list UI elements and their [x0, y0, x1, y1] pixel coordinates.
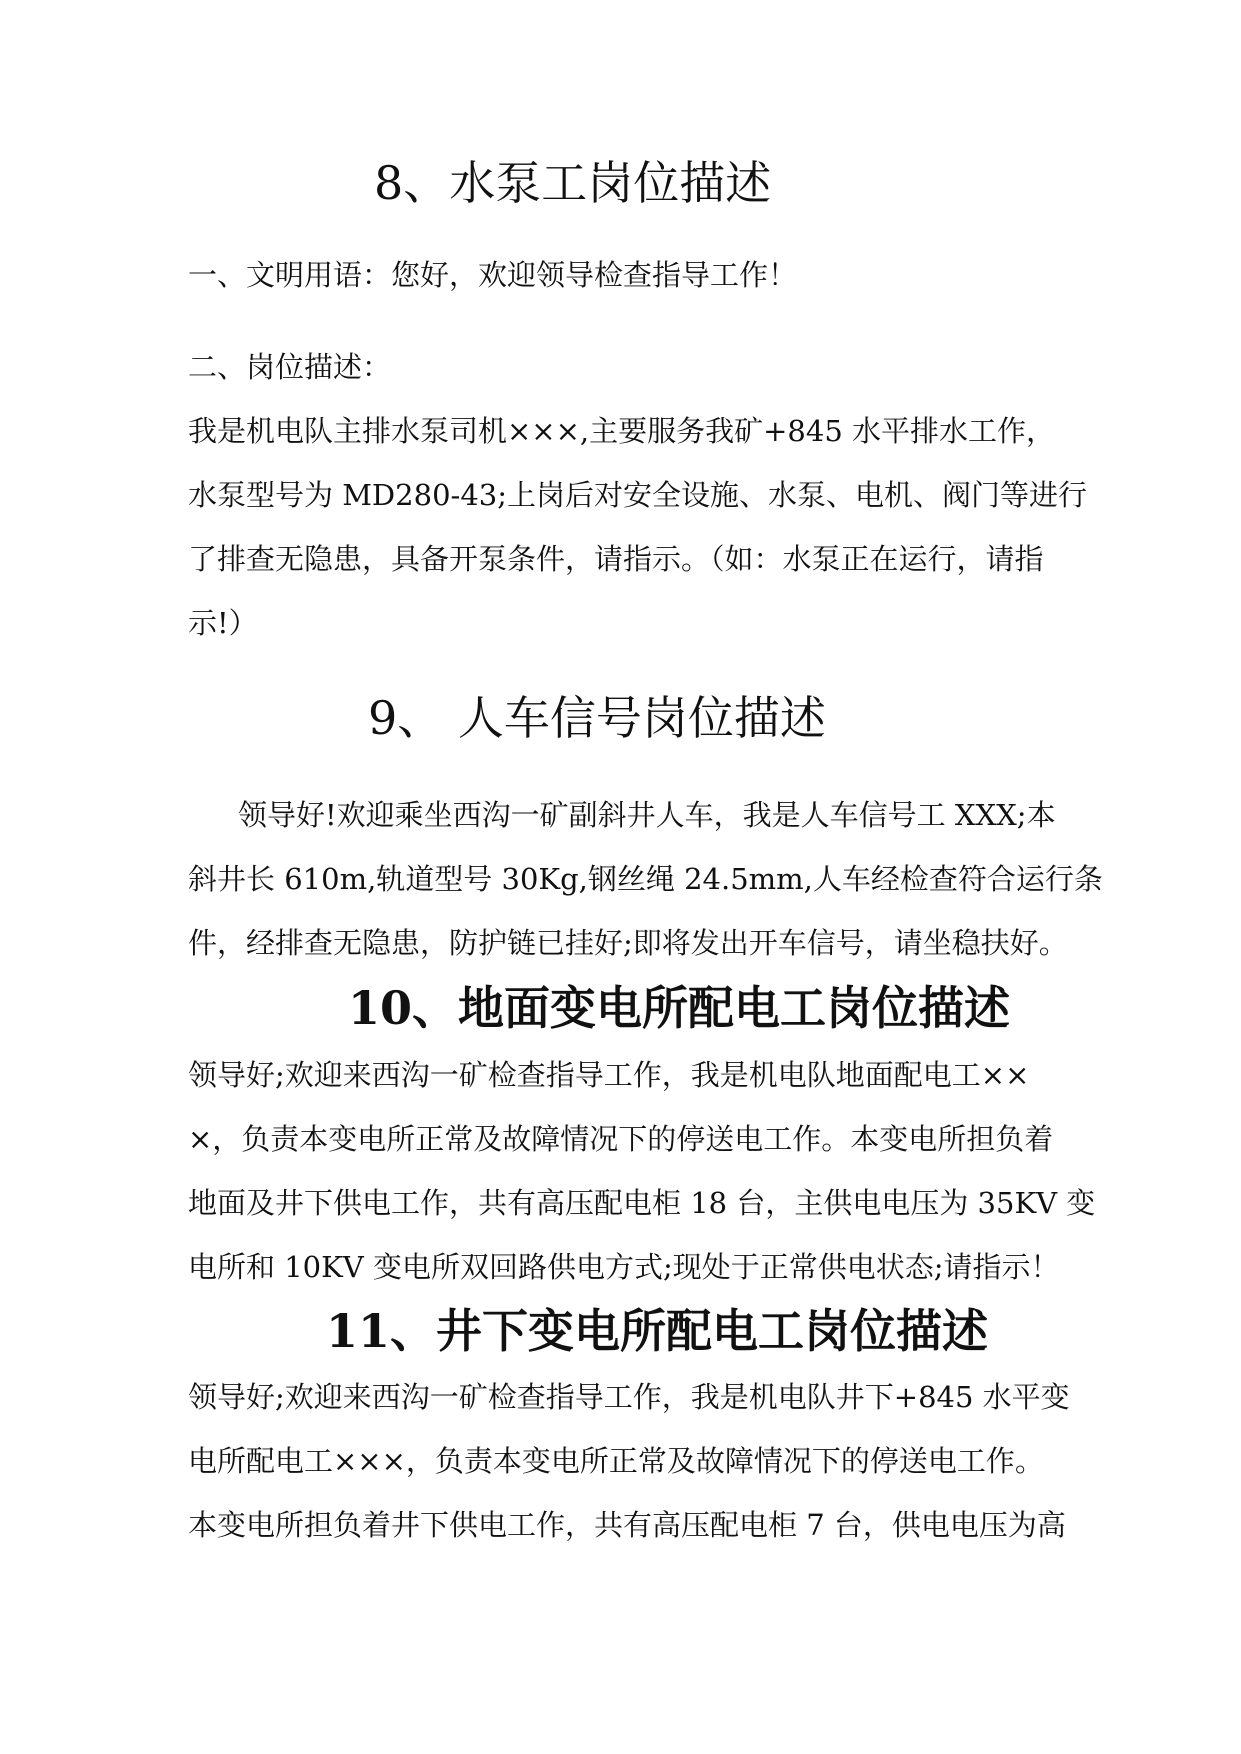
- section-11-line: 本变电所担负着井下供电工作，共有高压配电柜 7 台，供电电压为高: [188, 1508, 1066, 1542]
- section-10-line: 地面及井下供电工作，共有高压配电柜 18 台，主供电电压为 35KV 变: [188, 1186, 1096, 1220]
- section-10-line: 电所和 10KV 变电所双回路供电方式;现处于正常供电状态;请指示！: [188, 1250, 1060, 1284]
- section-10-line: 领导好;欢迎来西沟一矿检查指导工作，我是机电队地面配电工××: [188, 1058, 1030, 1092]
- section-8-line: 水泵型号为 MD280-43;上岗后对安全设施、水泵、电机、阀门等进行: [188, 478, 1087, 512]
- section-8-line: 示!）: [188, 606, 258, 640]
- section-11-line: 电所配电工×××，负责本变电所正常及故障情况下的停送电工作。: [188, 1444, 1044, 1478]
- section-10-title: 10、地面变电所配电工岗位描述: [348, 981, 1011, 1035]
- section-8-line: 我是机电队主排水泵司机×××,主要服务我矿+845 水平排水工作，: [188, 414, 1055, 448]
- section-8-line: 二、岗位描述：: [188, 350, 392, 384]
- section-9-line: 领导好!欢迎乘坐西沟一矿副斜井人车，我是人车信号工 XXX;本: [238, 798, 1056, 832]
- section-8-line: 一、文明用语：您好，欢迎领导检查指导工作！: [188, 258, 798, 292]
- section-9-line: 斜井长 610m,轨道型号 30Kg,钢丝绳 24.5mm,人车经检查符合运行条: [188, 862, 1103, 896]
- section-11-title: 11、井下变电所配电工岗位描述: [326, 1304, 989, 1358]
- section-8-line: 了排查无隐患，具备开泵条件，请指示。（如：水泵正在运行，请指: [188, 542, 1044, 576]
- section-9-line: 件，经排查无隐患，防护链已挂好;即将发出开车信号，请坐稳扶好。: [188, 926, 1068, 960]
- section-9-title: 9、 人车信号岗位描述: [368, 691, 826, 745]
- section-10-line: ×，负责本变电所正常及故障情况下的停送电工作。本变电所担负着: [188, 1122, 1054, 1156]
- section-11-line: 领导好;欢迎来西沟一矿检查指导工作，我是机电队井下+845 水平变: [188, 1380, 1070, 1414]
- section-8-title: 8、水泵工岗位描述: [374, 156, 772, 210]
